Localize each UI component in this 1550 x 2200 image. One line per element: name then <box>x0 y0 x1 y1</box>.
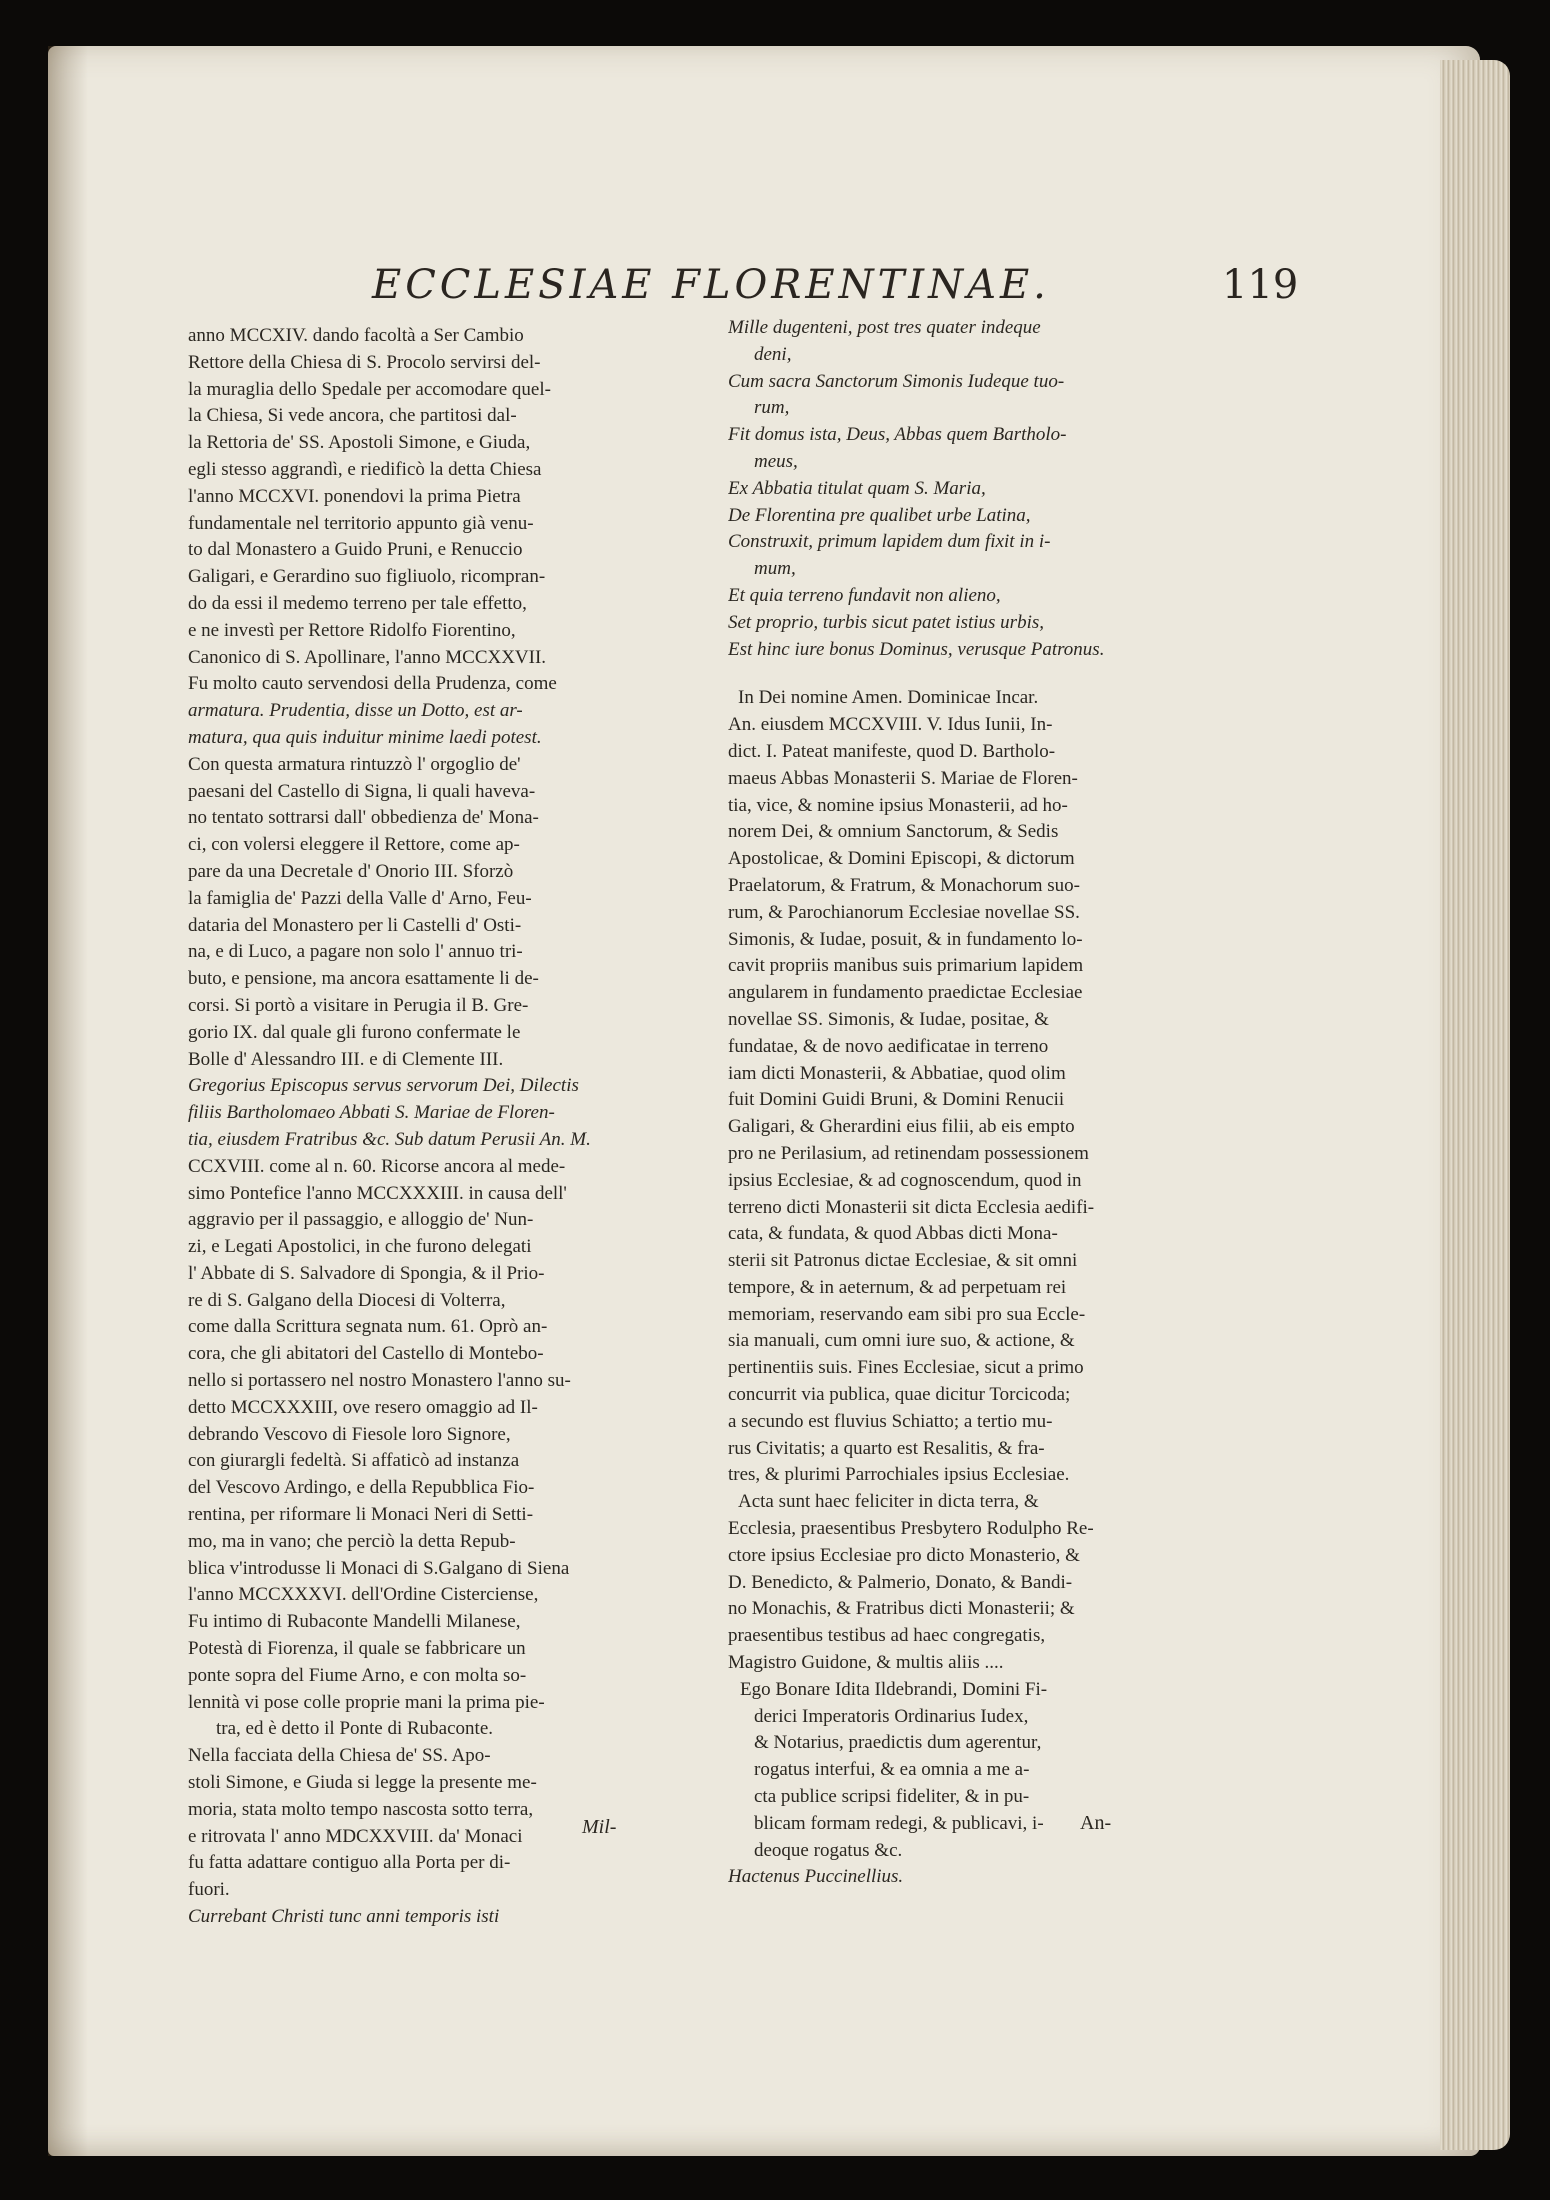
text-line: Con questa armatura rintuzzò l' orgoglio de' <box>188 753 521 775</box>
text-line: Galigari, e Gerardino suo figliuolo, ricompran- <box>188 566 546 588</box>
text-line: Rettore della Chiesa di S. Procolo servirsi del- <box>188 351 541 373</box>
text-line: rum, & Parochianorum Ecclesiae novellae SS. <box>728 901 1080 923</box>
text-line: rentina, per riformare li Monaci Neri di Setti- <box>188 1504 534 1526</box>
text-line: dataria del Monastero per li Castelli d' Osti- <box>188 914 522 936</box>
text-line: tia, eiusdem Fratribus &c. Sub datum Perusii An. M. <box>188 1128 591 1150</box>
text-line: angularem in fundamento praedictae Ecclesiae <box>728 982 1083 1004</box>
text-line: la Rettoria de' SS. Apostoli Simone, e Giuda, <box>188 432 531 454</box>
text-line: & Notarius, praedictis dum agerentur, <box>754 1732 1042 1754</box>
text-line: l'anno MCCXVI. ponendovi la prima Pietra <box>188 485 521 507</box>
text-line: In Dei nomine Amen. Dominicae Incar. <box>738 687 1039 709</box>
left-column <box>188 323 654 1931</box>
text-line: fuori. <box>188 1879 230 1901</box>
right-catchword: An- <box>1080 1812 1112 1834</box>
text-line: fundatae, & de novo aedificatae in terreno <box>728 1035 1049 1057</box>
text-line: Galigari, & Gherardini eius filii, ab eis empto <box>728 1116 1075 1138</box>
text-line: iam dicti Monasterii, & Abbatiae, quod olim <box>728 1062 1066 1084</box>
text-line: fundamentale nel territorio appunto già venu- <box>188 512 534 534</box>
text-line: simo Pontefice l'anno MCCXXXIII. in causa dell' <box>188 1182 567 1204</box>
text-line: sterii sit Patronus dictae Ecclesiae, & sit omni <box>728 1250 1078 1272</box>
text-line: paesani del Castello di Signa, li quali haveva- <box>188 780 536 802</box>
text-line: deoque rogatus &c. <box>754 1839 903 1861</box>
text-line: Fu molto cauto servendosi della Prudenza, come <box>188 673 557 695</box>
text-line: memoriam, reservando eam sibi pro sua Eccle- <box>728 1303 1086 1325</box>
left-catchword: Mil- <box>582 1816 617 1838</box>
text-line: to dal Monastero a Guido Pruni, e Renuccio <box>188 539 523 561</box>
text-line: con giurargli fedeltà. Si affaticò ad instanza <box>188 1450 520 1472</box>
text-line: nello si portassero nel nostro Monastero l'anno su- <box>188 1370 571 1392</box>
text-line: blica v'introdusse li Monaci di S.Galgano di Siena <box>188 1557 570 1579</box>
page-number: 119 <box>1222 262 1299 308</box>
text-line: D. Benedicto, & Palmerio, Donato, & Bandi- <box>728 1571 1073 1593</box>
text-line: Cum sacra Sanctorum Simonis Iudeque tuo- <box>728 370 1065 392</box>
text-line: Magistro Guidone, & multis aliis .... <box>728 1652 1004 1674</box>
text-line: Et quia terreno fundavit non alieno, <box>728 584 1001 606</box>
text-line: Ego Bonare Idita Ildebrandi, Domini Fi- <box>740 1678 1048 1700</box>
text-line: maeus Abbas Monasterii S. Mariae de Floren- <box>728 767 1078 789</box>
charter-text <box>728 685 1140 1891</box>
text-line: novellae SS. Simonis, & Iudae, positae, & <box>728 1008 1049 1030</box>
text-line: detto MCCXXXIII, ove resero omaggio ad Il- <box>188 1396 538 1418</box>
text-line: fu fatta adattare contiguo alla Porta per di- <box>188 1852 511 1874</box>
text-line: cta publice scripsi fideliter, & in pu- <box>754 1786 1030 1808</box>
text-line: rum, <box>754 397 790 419</box>
text-line: la famiglia de' Pazzi della Valle d' Arno, Feu- <box>188 887 532 909</box>
text-line: Ecclesia, praesentibus Presbytero Rodulpho Re- <box>728 1518 1094 1540</box>
text-line: cora, che gli abitatori del Castello di Montebo- <box>188 1343 544 1365</box>
text-line: dict. I. Pateat manifeste, quod D. Bartholo- <box>728 740 1056 762</box>
text-line: blicam formam redegi, & publicavi, i- <box>754 1812 1044 1834</box>
text-line: aggravio per il passaggio, e alloggio de' Nun- <box>188 1209 534 1231</box>
text-line: filiis Bartholomaeo Abbati S. Mariae de Floren- <box>188 1102 555 1124</box>
text-line: la muraglia dello Spedale per accomodare quel- <box>188 378 551 400</box>
text-line: come dalla Scrittura segnata num. 61. Oprò an- <box>188 1316 548 1338</box>
text-line: rus Civitatis; a quarto est Resalitis, & fra- <box>728 1437 1045 1459</box>
running-head: ECCLESIAE FLORENTINAE. <box>372 262 1050 308</box>
text-line: moria, stata molto tempo nascosta sotto terra, <box>188 1798 534 1820</box>
text-line: Nella facciata della Chiesa de' SS. Apo- <box>188 1745 491 1767</box>
text-line: norem Dei, & omnium Sanctorum, & Sedis <box>728 821 1059 843</box>
text-line: la Chiesa, Si vede ancora, che partitosi dal- <box>188 405 517 427</box>
text-line: fuit Domini Guidi Bruni, & Domini Renucii <box>728 1089 1065 1111</box>
text-line: meus, <box>754 450 798 472</box>
text-line: Construxit, primum lapidem dum fixit in i- <box>728 531 1051 553</box>
text-line: del Vescovo Ardingo, e della Repubblica Fio- <box>188 1477 535 1499</box>
text-line: no tentato sottrarsi dall' obbedienza de' Mona- <box>188 807 539 829</box>
text-line: anno MCCXIV. dando facoltà a Ser Cambio <box>188 325 524 346</box>
text-line: debrando Vescovo di Fiesole loro Signore, <box>188 1423 511 1445</box>
text-line: ci, con volersi eleggere il Rettore, come ap- <box>188 834 520 856</box>
text-line: l'anno MCCXXXVI. dell'Ordine Cisterciense, <box>188 1584 539 1606</box>
text-line: gorio IX. dal quale gli furono confermate le <box>188 1021 521 1043</box>
text-line: ponte sopra del Fiume Arno, e con molta so- <box>188 1664 527 1686</box>
gutter-shadow <box>48 46 88 2156</box>
text-line: ctore ipsius Ecclesiae pro dicto Monasterio, & <box>728 1544 1080 1566</box>
text-line: Mille dugenteni, post tres quater indeque <box>728 317 1041 338</box>
text-line: Hactenus Puccinellius. <box>728 1866 904 1888</box>
text-line: no Monachis, & Fratribus dicti Monasterii; & <box>728 1598 1075 1620</box>
text-line: Canonico di S. Apollinare, l'anno MCCXXVII. <box>188 646 547 668</box>
text-line: cavit propriis manibus suis primarium lapidem <box>728 955 1084 977</box>
text-line: Currebant Christi tunc anni temporis isti <box>188 1906 500 1928</box>
text-line: mum, <box>754 558 796 580</box>
text-line: Fu intimo di Rubaconte Mandelli Milanese, <box>188 1611 521 1633</box>
text-line: Gregorius Episcopus servus servorum Dei, Dilectis <box>188 1075 579 1097</box>
text-line: rogatus interfui, & ea omnia a me a- <box>754 1759 1030 1781</box>
text-line: cata, & fundata, & quod Abbas dicti Mona- <box>728 1223 1058 1245</box>
text-line: armatura. Prudentia, disse un Dotto, est ar- <box>188 700 523 722</box>
text-line: Potestà di Fiorenza, il quale se fabbricare un <box>188 1638 526 1660</box>
text-line: ipsius Ecclesiae, & ad cognoscendum, quod in <box>728 1169 1082 1191</box>
text-line: egli stesso aggrandì, e riedificò la detta Chiesa <box>188 458 542 480</box>
text-line: corsi. Si portò a visitare in Perugia il B. Gre- <box>188 994 529 1016</box>
text-line: Ex Abbatia titulat quam S. Maria, <box>728 477 986 499</box>
text-line: a secundo est fluvius Schiatto; a tertio mu- <box>728 1410 1053 1432</box>
text-line: pro ne Perilasium, ad retinendam possessionem <box>728 1142 1089 1164</box>
text-line: An. eiusdem MCCXVIII. V. Idus Iunii, In- <box>728 714 1053 736</box>
text-line: do da essi il medemo terreno per tale effetto, <box>188 592 527 614</box>
text-line: Bolle d' Alessandro III. e di Clemente III. <box>188 1048 504 1070</box>
text-line: e ne investì per Rettore Ridolfo Fiorentino, <box>188 619 516 641</box>
text-line: pertinentiis suis. Fines Ecclesiae, sicut a primo <box>728 1357 1084 1379</box>
right-column <box>728 315 1140 1891</box>
text-line: matura, qua quis induitur minime laedi potest. <box>188 726 542 748</box>
text-line: tia, vice, & nomine ipsius Monasterii, ad ho- <box>728 794 1068 816</box>
text-line: pare da una Decretale d' Onorio III. Sforzò <box>188 860 514 882</box>
text-line: Set proprio, turbis sicut patet istius urbis, <box>728 611 1044 633</box>
text-line: buto, e pensione, ma ancora esattamente li de- <box>188 968 539 990</box>
text-line: tra, ed è detto il Ponte di Rubaconte. <box>216 1718 494 1740</box>
text-line: Fit domus ista, Deus, Abbas quem Bartholo- <box>728 424 1067 446</box>
text-line: stoli Simone, e Giuda si legge la presente me- <box>188 1772 537 1794</box>
text-line: derici Imperatoris Ordinarius Iudex, <box>754 1705 1029 1727</box>
text-line: concurrit via publica, quae dicitur Torcicoda; <box>728 1384 1071 1406</box>
text-line: Est hinc iure bonus Dominus, verusque Patronus. <box>728 638 1105 660</box>
page-stack-edge <box>1440 60 1510 2150</box>
text-line: e ritrovata l' anno MDCXXVIII. da' Monaci <box>188 1825 523 1847</box>
text-line: De Florentina pre qualibet urbe Latina, <box>728 504 1031 526</box>
text-line: mo, ma in vano; che perciò la detta Repub- <box>188 1530 516 1552</box>
text-line: l' Abbate di S. Salvadore di Spongia, & il Prio- <box>188 1262 545 1284</box>
text-line: deni, <box>754 343 792 365</box>
text-line: Praelatorum, & Fratrum, & Monachorum suo- <box>728 874 1080 896</box>
text-line: lennità vi pose colle proprie mani la prima pie- <box>188 1691 545 1713</box>
text-line: Acta sunt haec feliciter in dicta terra, & <box>738 1491 1039 1513</box>
text-line: terreno dicti Monasterii sit dicta Ecclesia aedifi- <box>728 1196 1095 1218</box>
text-line: re di S. Galgano della Diocesi di Volterra, <box>188 1289 506 1311</box>
text-line: tempore, & in aeternum, & ad perpetuam rei <box>728 1276 1067 1298</box>
text-line: sia manuali, cum omni iure suo, & actione, & <box>728 1330 1075 1352</box>
text-line: na, e di Luco, a pagare non solo l' annuo tri- <box>188 941 523 963</box>
text-line: zi, e Legati Apostolici, in che furono delegati <box>188 1236 532 1258</box>
text-line: praesentibus testibus ad haec congregatis, <box>728 1625 1046 1647</box>
text-line: CCXVIII. come al n. 60. Ricorse ancora al mede- <box>188 1155 566 1177</box>
inscription-poem <box>728 315 1140 663</box>
text-line: Simonis, & Iudae, posuit, & in fundamento lo- <box>728 928 1083 950</box>
text-line: tres, & plurimi Parrochiales ipsius Ecclesiae. <box>728 1464 1070 1486</box>
text-line: Apostolicae, & Domini Episcopi, & dictorum <box>728 848 1075 870</box>
